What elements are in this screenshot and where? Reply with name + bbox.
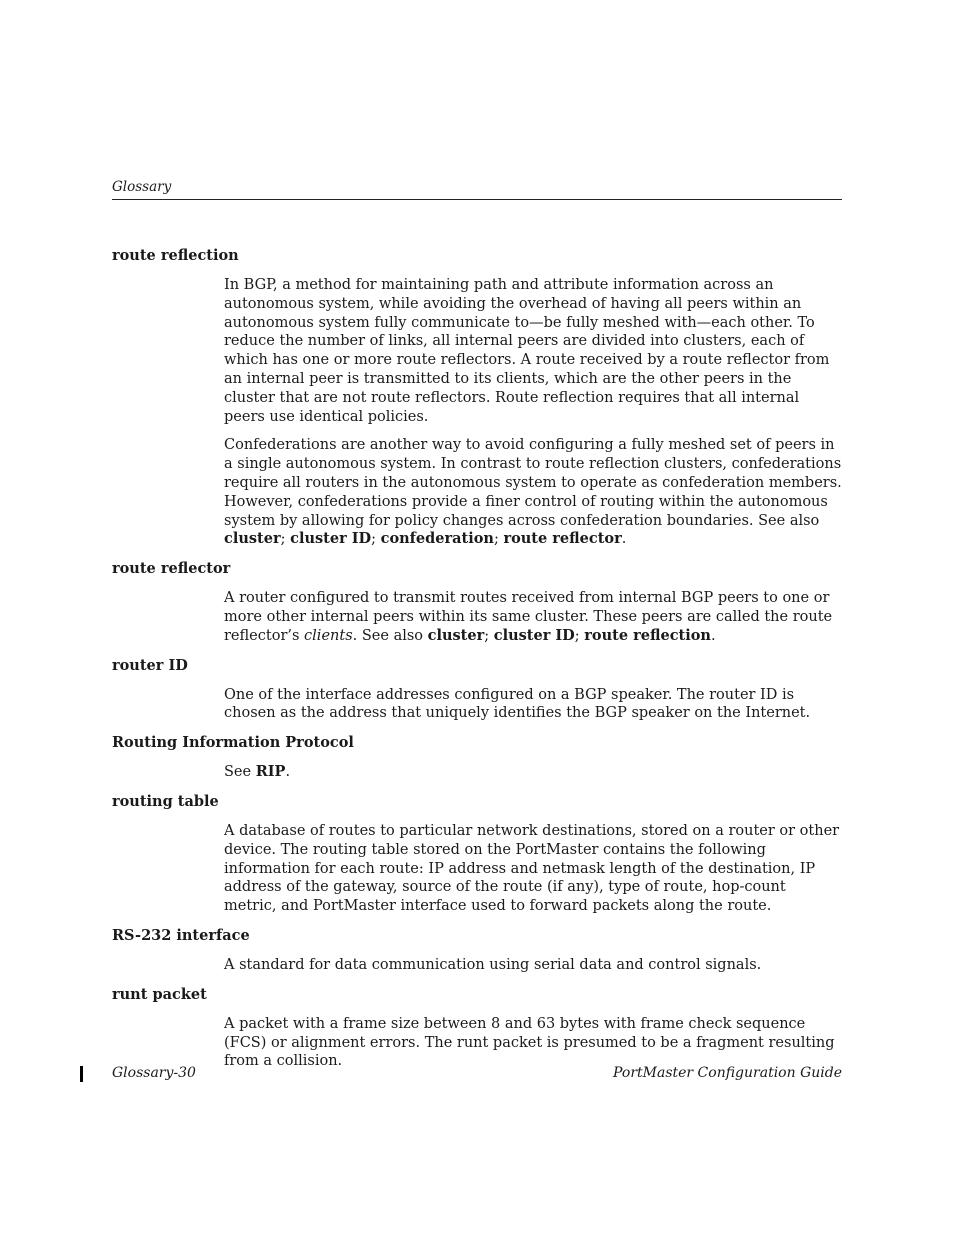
definition-text: A router configured to transmit routes received from internal BGP peers to one or more other internal peers within its same cluster. These peers are called the route reflector’s: [224, 590, 833, 644]
emphasized-term: clients: [304, 627, 353, 644]
glossary-entries: [112, 246, 842, 1081]
glossary-definition: [224, 822, 842, 916]
cross-reference-term: RIP: [255, 763, 286, 781]
glossary-definition: [224, 276, 842, 549]
definition-text: . See also: [352, 627, 428, 644]
definition-paragraph: [224, 436, 842, 549]
footer-book-title: PortMaster Configuration Guide: [613, 1065, 842, 1081]
definition-text: ;: [484, 627, 494, 644]
glossary-definition: [224, 589, 842, 645]
glossary-entry: [112, 656, 842, 724]
definition-paragraph: [224, 589, 842, 645]
glossary-term: route reflector: [112, 560, 231, 578]
definition-text: ;: [280, 531, 291, 548]
glossary-entry: [112, 733, 842, 782]
cross-reference-term: cluster: [427, 626, 485, 644]
footer-page-number: Glossary-30: [112, 1065, 196, 1081]
glossary-entry: [112, 246, 842, 549]
running-head-text: Glossary: [112, 179, 172, 195]
glossary-entry: [112, 926, 842, 975]
definition-paragraph: [224, 822, 842, 916]
definition-paragraph: [224, 956, 842, 975]
change-bar: [80, 1066, 83, 1082]
cross-reference-term: confederation: [380, 530, 494, 548]
page-footer: [112, 1064, 842, 1082]
definition-text: One of the interface addresses configured on a BGP speaker. The router ID is chosen as the address that uniquely identifies the BGP speaker on the Internet.: [224, 686, 811, 722]
glossary-term: runt packet: [112, 985, 207, 1003]
glossary-term: Routing Information Protocol: [112, 734, 354, 752]
cross-reference-term: route reflector: [503, 530, 622, 548]
cross-reference-term: cluster ID: [493, 626, 575, 644]
definition-paragraph: [224, 763, 842, 782]
definition-text: A standard for data communication using serial data and control signals.: [224, 956, 762, 973]
definition-text: A packet with a frame size between 8 and 63 bytes with frame check sequence (FCS) or alignment errors. The runt packet is presumed to be a fragment resulting from a collision.: [224, 1015, 835, 1070]
definition-paragraph: [224, 686, 842, 724]
glossary-entry: [112, 559, 842, 645]
definition-text: ;: [371, 531, 381, 548]
glossary-term: router ID: [112, 656, 188, 674]
glossary-definition: [224, 956, 842, 975]
definition-text: .: [621, 531, 627, 548]
glossary-term: routing table: [112, 792, 219, 810]
definition-text: ;: [574, 627, 585, 644]
cross-reference-term: cluster ID: [290, 530, 372, 548]
definition-text: .: [285, 764, 291, 781]
glossary-definition: [224, 686, 842, 724]
definition-text: A database of routes to particular network destinations, stored on a router or other device. The routing table stored on the PortMaster contains the following information for each route: IP address and netmask length of the destination, IP address of the gateway, source of the route (if any), type of route, hop-count metric, and PortMaster interface used to forward packets along the route.: [224, 822, 840, 915]
glossary-term: RS-232 interface: [112, 926, 250, 944]
glossary-definition: [224, 763, 842, 782]
running-head: [112, 178, 842, 200]
definition-text: .: [710, 627, 716, 644]
definition-text: Confederations are another way to avoid configuring a fully meshed set of peers in a single autonomous system. In contrast to route reflection clusters, confederations require all routers in the autonomous system to operate as confederation members. However, confederations provide a finer control of routing within the autonomous system by allowing for policy changes across confederation boundaries. See also: [224, 437, 842, 529]
definition-paragraph: [224, 276, 842, 426]
glossary-definition: [224, 1015, 842, 1071]
glossary-term: route reflection: [112, 247, 239, 264]
definition-paragraph: [224, 1015, 842, 1071]
cross-reference-term: route reflection: [584, 626, 711, 644]
definition-text: See: [224, 764, 256, 781]
glossary-entry: [112, 792, 842, 916]
cross-reference-term: cluster: [224, 530, 281, 548]
glossary-entry: [112, 985, 842, 1071]
definition-text: In BGP, a method for maintaining path and attribute information across an autonomous system, while avoiding the overhead of having all peers within an autonomous system fully communicate to—be fully meshed with—each other. To reduce the number of links, all internal peers are divided into clusters, each of which has one or more route reflectors. A route received by a route reflector from an internal peer is transmitted to its clients, which are the other peers in the cluster that are not route reflectors. Route reflection requires that all internal peers use identical policies.: [224, 277, 830, 425]
definition-text: ;: [493, 531, 504, 548]
